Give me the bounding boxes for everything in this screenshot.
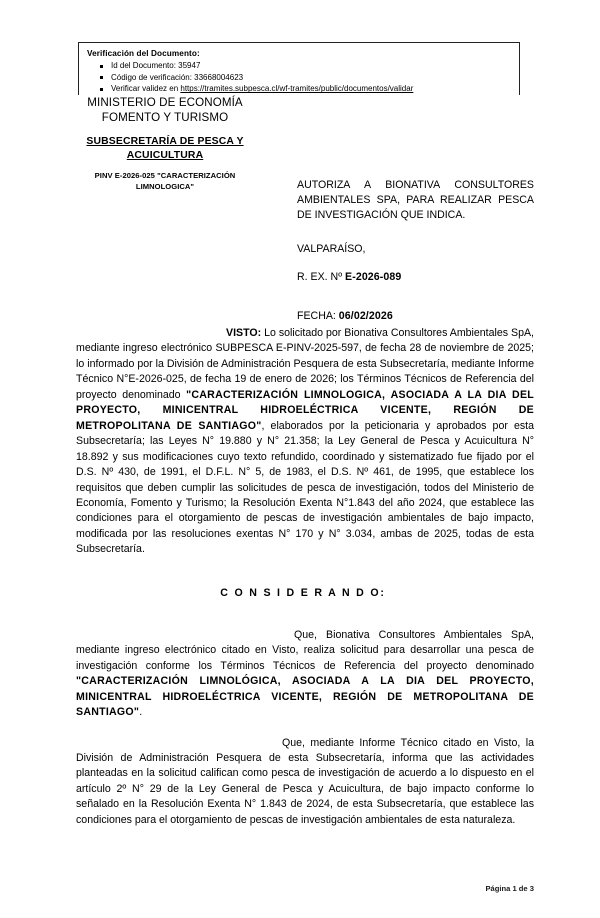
document-verification-stamp bbox=[78, 42, 520, 95]
resolution-subject: AUTORIZA A BIONATIVA CONSULTORES AMBIENTALES SPA, PARA REALIZAR PESCA DE INVESTIGACIÓN QUE INDICA. bbox=[297, 179, 534, 222]
resolution-number-value: E-2026-089 bbox=[345, 270, 402, 283]
verification-item-document-id: Id del Documento: 35947 bbox=[111, 60, 513, 72]
page-footer bbox=[0, 884, 534, 893]
ministry-line-1: MINISTERIO DE ECONOMÍA bbox=[87, 96, 243, 109]
ministry-name bbox=[34, 96, 296, 125]
considerando-p1-text-2: . bbox=[139, 706, 143, 719]
considerando-heading: C O N S I D E R A N D O: bbox=[220, 586, 386, 599]
considerando-paragraph-1 bbox=[76, 628, 534, 721]
spacer bbox=[76, 721, 534, 736]
resolution-date-value: 06/02/2026 bbox=[338, 309, 393, 322]
visto-project-name: "CARACTERIZACIÓN LIMNOLOGICA, ASOCIADA A LA DIA DEL PROYECTO, MINICENTRAL HIDROELÉCTRICA VICENTE, REGIÓN DE METROPOLITANA DE SANTIAGO" bbox=[76, 388, 534, 432]
page-number: Página 1 de 3 bbox=[485, 884, 534, 893]
resolution-number-label: R. EX. Nº bbox=[297, 270, 346, 283]
resolution-city: VALPARAÍSO, bbox=[297, 242, 366, 255]
subsecretaria-line-2: ACUICULTURA bbox=[126, 150, 204, 161]
considerando-p1-text-1: Que, Bionativa Consultores Ambientales SpA, mediante ingreso electrónico citado en Visto, realiza solicitud para desarrollar una pesca de investigación conforme los Términos Técnicos de Referencia del proyecto denominado bbox=[76, 628, 534, 672]
resolution-header bbox=[297, 178, 534, 324]
project-code bbox=[34, 171, 296, 192]
subsecretaria-name bbox=[34, 135, 296, 163]
document-body bbox=[76, 326, 534, 828]
verification-item-code: Código de verificación: 33668004623 bbox=[111, 72, 513, 84]
visto-paragraph bbox=[76, 326, 534, 558]
spacer bbox=[76, 599, 534, 628]
visto-heading: VISTO: bbox=[226, 327, 262, 339]
resolution-number bbox=[297, 270, 534, 285]
visto-text-1: Lo solicitado por Bionativa Consultores Ambientales SpA, mediante ingreso electrónico SUBPESCA E-PINV-2025-597, de fecha 28 de noviembre de 2025; lo informado por la División de Administración Pesquera de esta Subsecretaría, mediante Informe Técnico N°E-2026-025, de fecha 19 de enero de 2026; los Términos Técnicos de Referencia del proyecto denominado bbox=[76, 327, 534, 401]
resolution-date-label: FECHA: bbox=[297, 309, 339, 322]
spacer bbox=[76, 558, 534, 587]
verification-list bbox=[87, 60, 513, 95]
ministry-line-2: FOMENTO Y TURISMO bbox=[101, 110, 229, 124]
subsecretaria-line-1: SUBSECRETARÍA DE PESCA Y bbox=[86, 136, 244, 147]
verification-url-link[interactable]: https://tramites.subpesca.cl/wf-tramites/public/documentos/validar bbox=[180, 84, 414, 94]
visto-text-2: , elaborados por la peticionaria y aprobados por esta Subsecretaría; las Leyes N° 19.880 y N° 21.358; la Ley General de Pesca y Acuicultura N° 18.892 y sus modificaciones cuyo texto refundido, coordinado y sistematizado fue fijado por el D.S. Nº 430, de 1991, el D.F.L. N° 5, de 1983, el D.S. Nº 461, de 1995, que establece los requisitos que deben cumplir las solicitudes de pesca de investigación, todos del Ministerio de Economía, Fomento y Turismo; la Resolución Exenta N°1.843 del año 2024, que establece las condiciones para el otorgamiento de pescas de investigación ambientales de bajo impacto, modificada por las resoluciones exentas N° 170 y N° 3.034, ambas de 2025, todas de esta Subsecretaría. bbox=[76, 419, 534, 556]
letterhead bbox=[34, 96, 296, 192]
verification-item-url: Verificar validez en https://tramites.subpesca.cl/wf-tramites/public/documentos/validar bbox=[111, 83, 513, 95]
project-code-line-1: PINV E-2026-025 "CARACTERIZACIÓN bbox=[94, 171, 236, 180]
considerando-p1-project-name: "CARACTERIZACIÓN LIMNOLÓGICA, ASOCIADA A LA DIA DEL PROYECTO, MINICENTRAL HIDROELÉCTRICA VICENTE, REGIÓN DE METROPOLITANA DE SANTIAGO" bbox=[76, 675, 534, 719]
considerando-paragraph-2: Que, mediante Informe Técnico citado en Visto, la División de Administración Pesquera de esta Subsecretaría, informa que las actividades planteadas en la solicitud califican como pesca de investigación de acuerdo a lo dispuesto en el artículo 2º N° 29 de la Ley General de Pesca y Acuicultura, de bajo impacto conforme lo señalado en la Resolución Exenta N° 1.843 de 2024, de esta Subsecretaría, que establece las condiciones para el otorgamiento de pescas de investigación ambientales de esta naturaleza. bbox=[76, 736, 534, 826]
project-code-line-2: LIMNOLOGICA" bbox=[135, 181, 195, 191]
verification-title: Verificación del Documento: bbox=[87, 49, 200, 58]
resolution-date bbox=[297, 309, 534, 324]
